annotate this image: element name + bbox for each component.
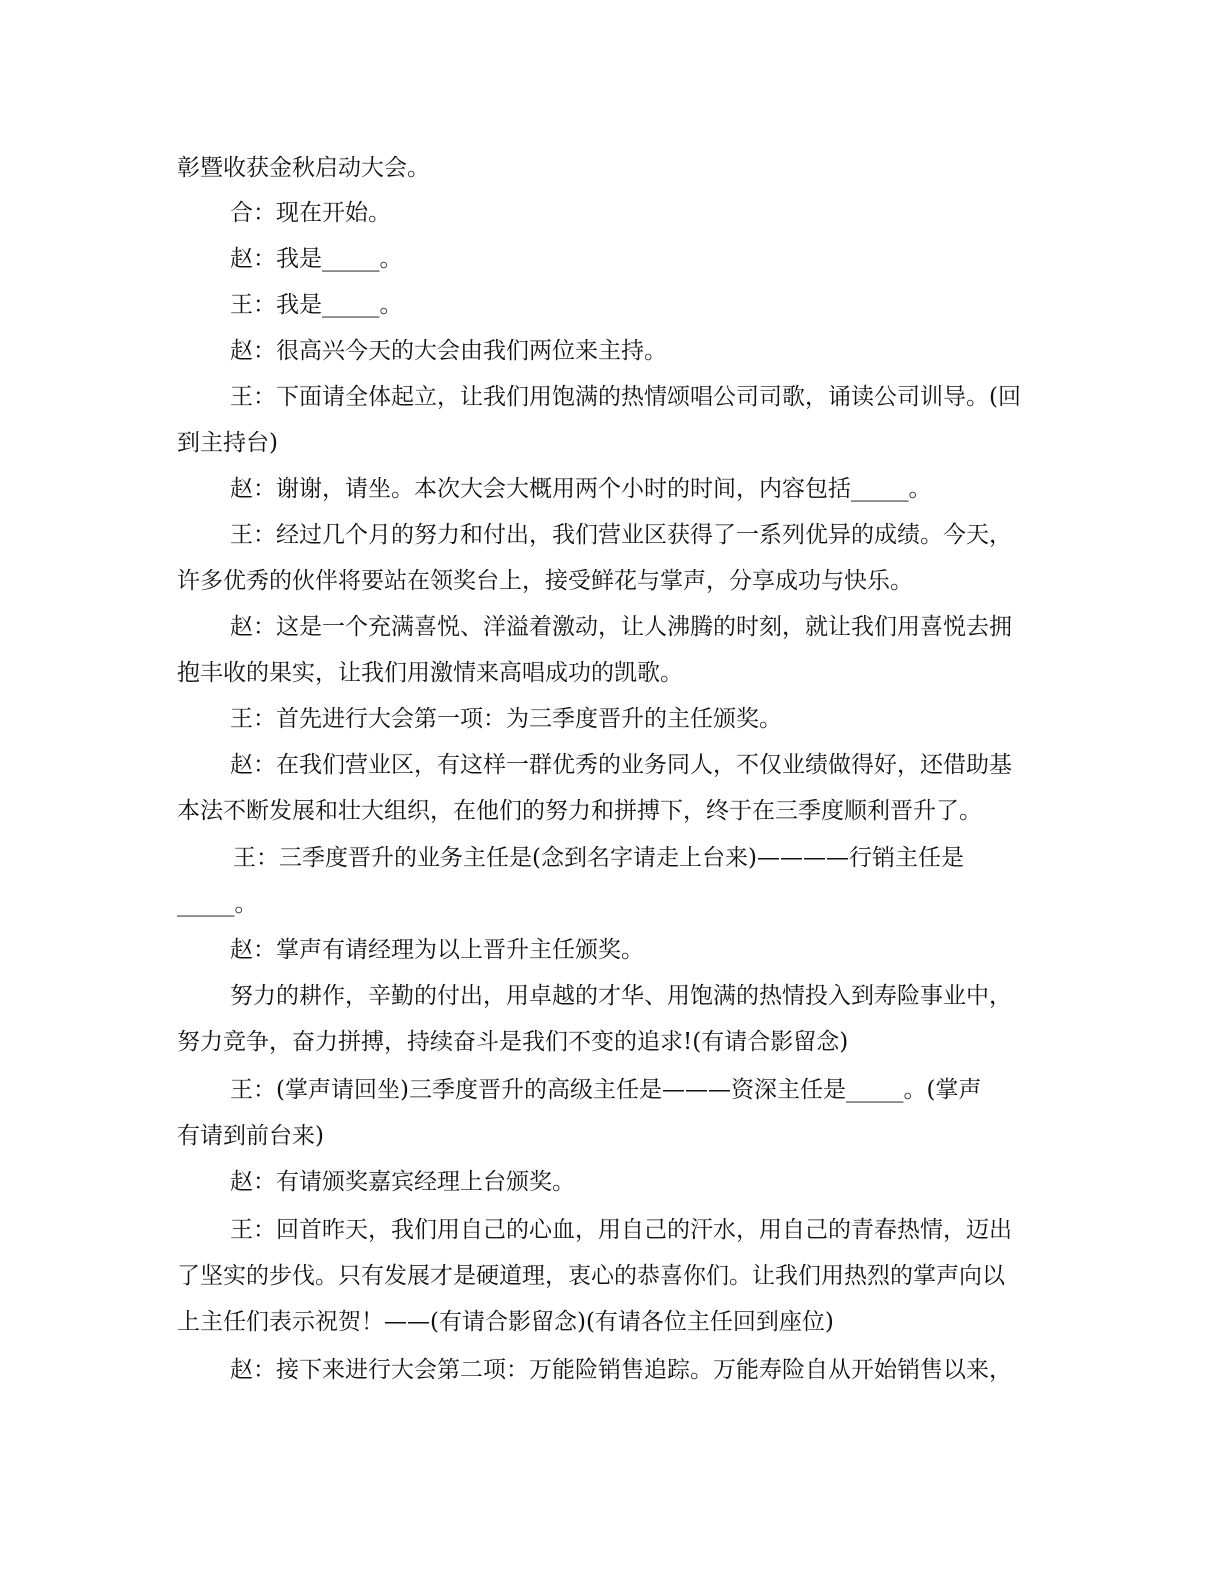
text-line: 王：三季度晋升的业务主任是(念到名字请走上台来)————行销主任是: [233, 845, 964, 871]
text-line: 抱丰收的果实，让我们用激情来高唱成功的凯歌。: [177, 660, 683, 686]
text-line: 努力的耕作，辛勤的付出，用卓越的才华、用饱满的热情投入到寿险事业中，: [230, 983, 1012, 1009]
text-line: 合：现在开始。: [230, 200, 391, 226]
text-line: 有请到前台来): [177, 1123, 324, 1149]
text-line: 赵：谢谢，请坐。本次大会大概用两个小时的时间，内容包括_____。: [230, 476, 932, 502]
text-line: 王：首先进行大会第一项：为三季度晋升的主任颁奖。: [230, 706, 782, 732]
text-line: 许多优秀的伙伴将要站在领奖台上，接受鲜花与掌声，分享成功与快乐。: [177, 568, 913, 594]
text-line: 了坚实的步伐。只有发展才是硬道理，衷心的恭喜你们。让我们用热烈的掌声向以: [177, 1263, 1005, 1289]
text-line: 赵：在我们营业区，有这样一群优秀的业务同人，不仅业绩做得好，还借助基: [230, 752, 1012, 778]
text-line: _____。: [177, 891, 258, 917]
text-line: 本法不断发展和壮大组织，在他们的努力和拼搏下，终于在三季度顺利晋升了。: [177, 798, 982, 824]
text-line: 王：回首昨天，我们用自己的心血，用自己的汗水，用自己的青春热情，迈出: [230, 1217, 1012, 1243]
text-line: 王：下面请全体起立，让我们用饱满的热情颂唱公司司歌，诵读公司训导。(回: [230, 384, 1021, 410]
text-line: 赵：很高兴今天的大会由我们两位来主持。: [230, 338, 667, 364]
text-line: 王：经过几个月的努力和付出，我们营业区获得了一系列优异的成绩。今天，: [230, 522, 1012, 548]
text-line: 到主持台): [177, 430, 278, 456]
text-line: 彰暨收获金秋启动大会。: [177, 155, 430, 181]
text-line: 王：我是_____。: [230, 292, 403, 318]
text-line: 赵：有请颁奖嘉宾经理上台颁奖。: [230, 1169, 575, 1195]
text-line: 赵：接下来进行大会第二项：万能险销售追踪。万能寿险自从开始销售以来，: [230, 1357, 1012, 1383]
text-line: 赵：这是一个充满喜悦、洋溢着激动，让人沸腾的时刻，就让我们用喜悦去拥: [230, 614, 1012, 640]
text-line: 赵：掌声有请经理为以上晋升主任颁奖。: [230, 937, 644, 963]
text-line: 赵：我是_____。: [230, 246, 403, 272]
text-line: 努力竞争，奋力拼搏，持续奋斗是我们不变的追求!(有请合影留念): [177, 1029, 849, 1055]
text-line: 上主任们表示祝贺！——(有请合影留念)(有请各位主任回到座位): [177, 1309, 834, 1335]
text-line: 王：(掌声请回坐)三季度晋升的高级主任是———资深主任是_____。(掌声: [230, 1077, 982, 1103]
